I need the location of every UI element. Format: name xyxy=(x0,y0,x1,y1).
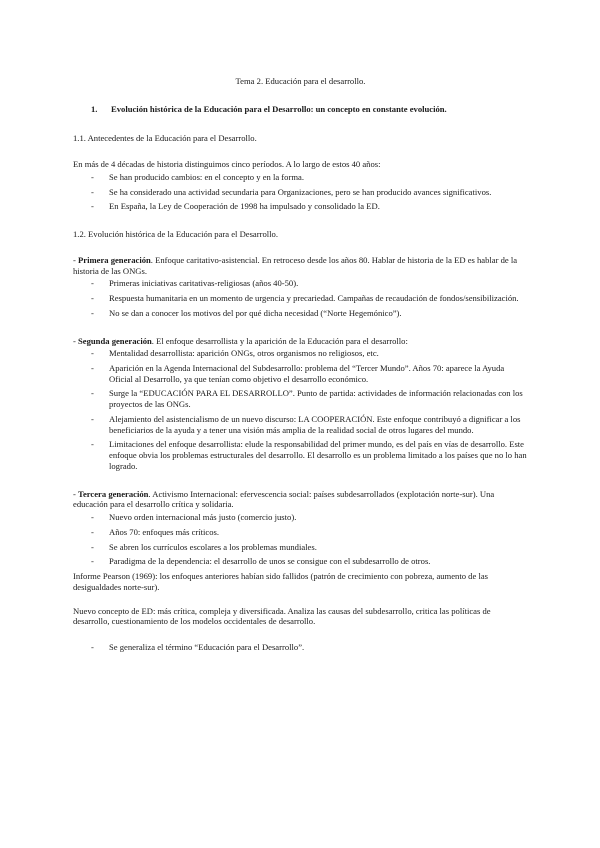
antecedents-list xyxy=(73,172,528,212)
second-generation-text: . El enfoque desarrollista y la aparición de la Educación para el desarrollo: xyxy=(151,335,408,346)
dash-prefix: - xyxy=(73,335,79,346)
list-item: - Se ha considerado una actividad secundaria para Organizaciones, pero se han producido avances significativos. xyxy=(73,187,528,198)
list-item: - Se han producido cambios: en el concepto y en la forma. xyxy=(73,172,528,183)
first-generation-text: . Enfoque caritativo-asistencial. En retroceso desde los años 80. Hablar de historia de la ED es hablar de la historia de las ONGs. xyxy=(73,254,518,276)
list-item: - Nuevo orden internacional más justo (comercio justo). xyxy=(73,512,528,523)
second-generation-label: Segunda generación xyxy=(78,335,152,346)
third-generation-paragraph xyxy=(73,489,528,510)
second-generation-paragraph xyxy=(73,336,528,347)
first-generation-list xyxy=(73,278,528,318)
list-item: - Se generaliza el término “Educación para el Desarrollo”. xyxy=(73,642,528,653)
new-concept-paragraph: Nuevo concepto de ED: más crítica, compleja y diversificada. Analiza las causas del subdesarrollo, critica las políticas de desarrollo, cuestionamiento de los modelos occidentales de desarrollo. xyxy=(73,605,491,627)
dash-prefix: - xyxy=(73,488,79,499)
section-number: 1. xyxy=(91,103,98,114)
list-item: - Mentalidad desarrollista: aparición ONGs, otros organismos no religiosos, etc. xyxy=(73,348,528,359)
list-item: - Limitaciones del enfoque desarrollista: elude la responsabilidad del primer mundo, es del país en vías de desarrollo. Este enfoque obvia los problemas estructurales del desarrollo. El desarrollo es un problema limitado a los países que no lo han logrado. xyxy=(73,439,528,471)
list-item: - Respuesta humanitaria en un momento de urgencia y precariedad. Campañas de recaudación de fondos/sensibilización. xyxy=(73,293,528,304)
subsection-title-1-2: 1.2. Evolución histórica de la Educación para el Desarrollo. xyxy=(73,229,278,240)
third-generation-list xyxy=(73,512,528,567)
first-generation-paragraph xyxy=(73,255,528,276)
list-item: - En España, la Ley de Cooperación de 1998 ha impulsado y consolidado la ED. xyxy=(73,201,528,212)
list-item: - Primeras iniciativas caritativas-religiosas (años 40-50). xyxy=(73,278,528,289)
document-title: Tema 2. Educación para el desarrollo. xyxy=(235,76,366,86)
final-list xyxy=(73,642,528,653)
third-generation-text: . Activismo Internacional: efervescencia social: países subdesarrollados (explotación norte-sur). Una educación para el desarrollo crítica y solidaria. xyxy=(73,488,495,510)
document-page xyxy=(73,76,528,657)
third-generation-label: Tercera generación xyxy=(78,488,149,499)
list-item: - No se dan a conocer los motivos del por qué dicha necesidad (“Norte Hegemónico”). xyxy=(73,308,528,319)
pearson-report-paragraph: Informe Pearson (1969): los enfoques anteriores habían sido fallidos (patrón de crecimiento con pobreza, aumento de las desigualdades norte-sur). xyxy=(73,571,488,592)
section-heading-text: Evolución histórica de la Educación para el Desarrollo: un concepto en constante evolución. xyxy=(111,103,447,114)
section-heading xyxy=(91,104,528,115)
second-generation-list xyxy=(73,348,528,471)
list-item: - Surge la “EDUCACIÓN PARA EL DESARROLLO”. Punto de partida: actividades de información relacionadas con los proyectos de las ONGs. xyxy=(73,388,528,409)
list-item: - Se abren los currículos escolares a los problemas mundiales. xyxy=(73,542,528,553)
first-generation-label: Primera generación xyxy=(78,254,151,265)
dash-prefix: - xyxy=(73,254,79,265)
list-item: - Alejamiento del asistencialismo de un nuevo discurso: LA COOPERACIÓN. Este enfoque contribuyó a dignificar a los beneficiarios de la ayuda y a tener una visión más amplia de la realidad social de otros lugares del mundo. xyxy=(73,414,528,435)
list-item: - Años 70: enfoques más críticos. xyxy=(73,527,528,538)
paragraph-intro: En más de 4 décadas de historia distinguimos cinco períodos. A lo largo de estos 40 años: xyxy=(73,159,381,170)
list-item: - Aparición en la Agenda Internacional del Subdesarrollo: problema del “Tercer Mundo”. Años 70: aparece la Ayuda Oficial al Desarrollo, ya que tenían como objetivo el desarrollo económico. xyxy=(73,363,528,384)
subsection-title-1-1: 1.1. Antecedentes de la Educación para el Desarrollo. xyxy=(73,133,257,144)
list-item: - Paradigma de la dependencia: el desarrollo de unos se consigue con el subdesarrollo de otros. xyxy=(73,556,528,567)
